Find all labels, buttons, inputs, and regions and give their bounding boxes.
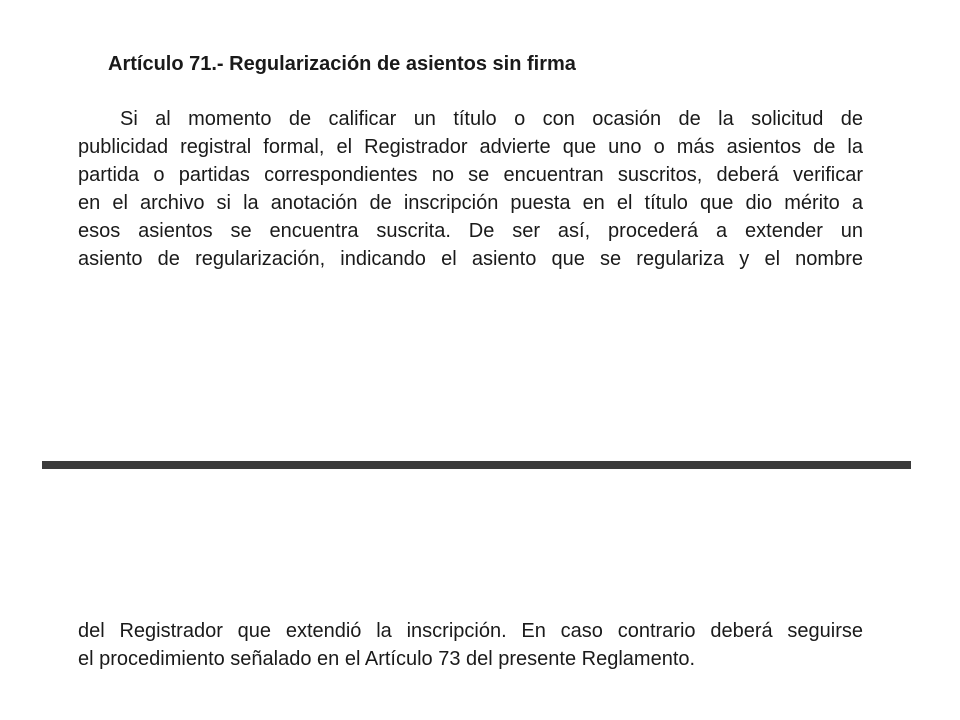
article-heading: Artículo 71.- Regularización de asientos sin firma [108, 53, 576, 75]
paragraph-line-text: Si al momento de calificar un título o con ocasión de la solicitud de [120, 108, 863, 130]
paragraph-line: el procedimiento señalado en el Artículo 73 del presente Reglamento. [78, 648, 696, 670]
paragraph-line: asiento de regularización, indicando el asiento que se regulariza y el nombre [78, 248, 863, 270]
paragraph-line: del Registrador que extendió la inscripción. En caso contrario deberá seguirse [78, 620, 863, 642]
article-paragraph-page2 [78, 617, 863, 673]
paragraph-line: esos asientos se encuentra suscrita. De ser así, procederá a extender un [78, 220, 863, 242]
paragraph-line: en el archivo si la anotación de inscripción puesta en el título que dio mérito a [78, 192, 863, 214]
paragraph-line [78, 105, 863, 133]
paragraph-line: publicidad registral formal, el Registrador advierte que uno o más asientos de la [78, 136, 863, 158]
page-break-divider [42, 461, 911, 469]
paragraph-line: partida o partidas correspondientes no se encuentran suscritos, deberá verificar [78, 164, 863, 186]
article-paragraph-page1 [78, 105, 863, 273]
